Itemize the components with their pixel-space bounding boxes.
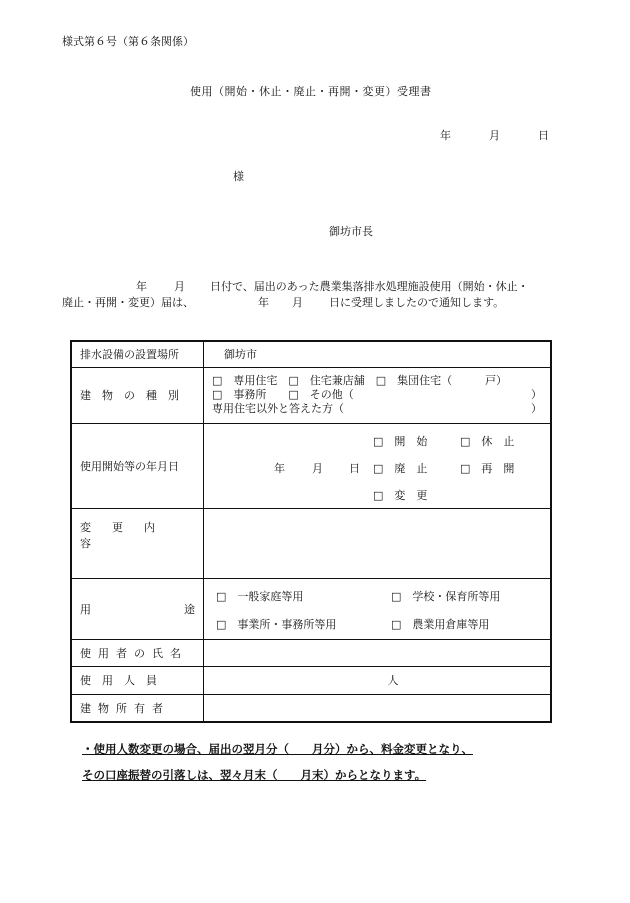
row-user-count [71, 666, 551, 694]
row-building-type [71, 367, 551, 423]
row-user-name [71, 639, 551, 666]
body-line1-month: 月 [174, 280, 185, 293]
body-line1-text: 日付で、届出のあった農業集落排水処理施設使用（開始・休止・ [210, 280, 529, 293]
usage-date-label: 使用開始等の年月日 [71, 423, 204, 508]
building-row3-close: ） [531, 402, 542, 415]
date-year: 年 [440, 129, 451, 142]
purpose-farm: □ 農業用倉庫等用 [391, 617, 490, 631]
building-type-options [204, 367, 552, 423]
usage-date-day: 日 [349, 461, 360, 475]
user-count-label: 使用人員 [71, 666, 204, 694]
user-count-unit: 人 [387, 674, 399, 687]
option-abolish: □ 廃 止 [373, 461, 428, 475]
date-month: 月 [489, 129, 500, 142]
date-day: 日 [538, 129, 549, 142]
building-row2 [212, 388, 542, 402]
form-number: 様式第６号（第６条関係） [62, 35, 194, 48]
note-line1: ・使用人数変更の場合、届出の翌月分（ 月分）から、料金変更となり、 [82, 742, 473, 756]
application-table [70, 340, 552, 723]
body-line2-text-a: 廃止・再開・変更）届は、 [62, 296, 194, 309]
owner-value [204, 694, 552, 722]
owner-label: 建物所有者 [71, 694, 204, 722]
purpose-label-a: 用 [80, 602, 91, 616]
usage-date-cell [204, 423, 552, 508]
user-name-label: 使用者の氏名 [71, 639, 204, 666]
purpose-school: □ 学校・保育所等用 [391, 589, 501, 603]
building-row2-options: □ 事務所 □ その他（ [212, 388, 354, 401]
row-location [71, 341, 551, 367]
body-line2-text-b: 日に受理しましたので通知します。 [329, 296, 505, 309]
building-type-label: 建物の種別 [71, 367, 204, 423]
body-line2-year: 年 [258, 296, 269, 309]
purpose-general: □ 一般家庭等用 [216, 589, 304, 603]
option-resume: □ 再 開 [460, 461, 515, 475]
body-line1-year: 年 [136, 280, 147, 293]
row-change-content [71, 508, 551, 578]
usage-date-year: 年 [274, 461, 285, 475]
note-line2: その口座振替の引落しは、翌々月末（ 月末）からとなります。 [82, 768, 427, 782]
change-content-value [204, 508, 552, 578]
addressee-suffix: 様 [233, 170, 244, 183]
body-line2-month: 月 [292, 296, 303, 309]
purpose-options [204, 578, 552, 639]
purpose-label [71, 578, 204, 639]
option-start: □ 開 始 [373, 434, 428, 448]
issuer: 御坊市長 [329, 225, 373, 238]
document-title: 使用（開始・休止・廃止・再開・変更）受理書 [190, 85, 432, 98]
purpose-label-b: 途 [184, 602, 195, 616]
purpose-office: □ 事業所・事務所等用 [216, 617, 337, 631]
change-content-label: 変更内容 [71, 508, 204, 578]
row-owner [71, 694, 551, 722]
user-name-value [204, 639, 552, 666]
row-usage-date [71, 423, 551, 508]
option-suspend: □ 休 止 [460, 434, 515, 448]
location-label: 排水設備の設置場所 [71, 341, 204, 367]
option-change: □ 変 更 [373, 488, 428, 502]
building-row1: □ 専用住宅 □ 住宅兼店舗 □ 集団住宅（ 戸） [212, 374, 508, 387]
row-purpose [71, 578, 551, 639]
usage-date-month: 月 [312, 461, 323, 475]
building-row2-close: ） [531, 388, 542, 401]
building-row3-text: 専用住宅以外と答えた方（ [212, 402, 344, 415]
user-count-value [204, 666, 552, 694]
location-value: 御坊市 [204, 341, 552, 367]
building-row3 [212, 402, 542, 416]
